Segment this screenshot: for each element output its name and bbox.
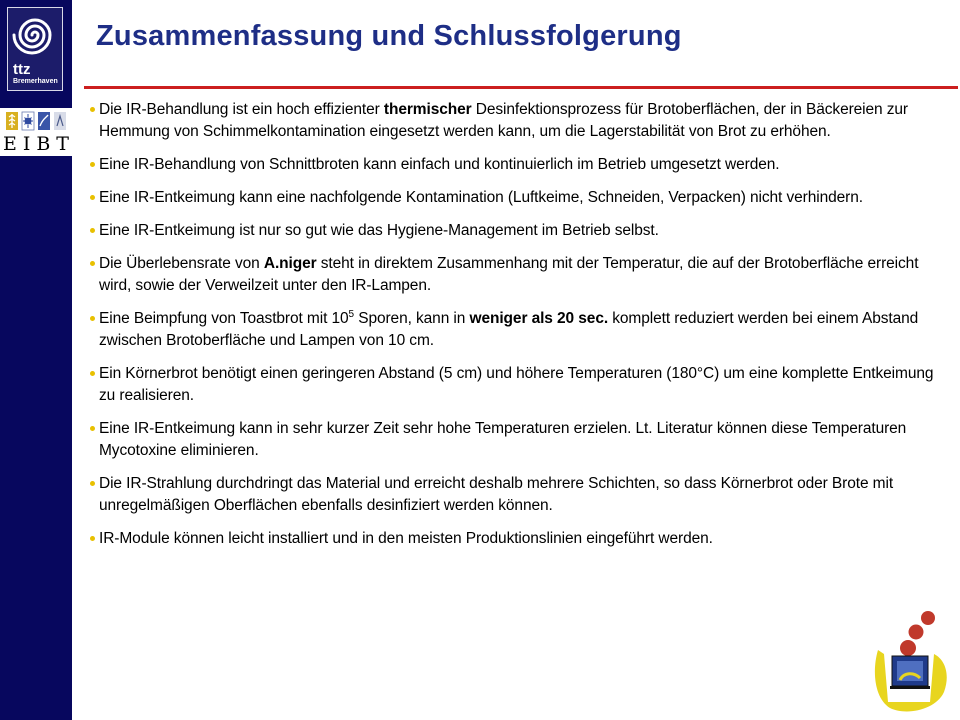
bullet-item: Eine IR-Entkeimung kann eine nachfolgende Kontamination (Luftkeime, Schneiden, Verpacken) nicht verhindern. — [88, 187, 948, 209]
slide-title: Zusammenfassung und Schlussfolgerung — [96, 20, 682, 52]
sidebar — [0, 0, 72, 720]
bullet-item: Die IR-Strahlung durchdringt das Material und erreicht deshalb mehrere Schichten, so dass Körnerbrot oder Brote mit unregelmäßigen Oberflächen ebenfalls desinfiziert werden können. — [88, 473, 948, 517]
bullet-item: Die Überlebensrate von A.niger steht in direktem Zusammenhang mit der Temperatur, die auf der Brotoberfläche erreicht wird, sowie der Verweilzeit unter den IR-Lampen. — [88, 253, 948, 297]
bullet-item: Eine IR-Entkeimung ist nur so gut wie das Hygiene-Management im Betrieb selbst. — [88, 220, 948, 242]
eibt-letter: T — [56, 133, 69, 155]
bullet-list — [88, 99, 948, 561]
decorative-logo-icon — [870, 606, 952, 714]
eibt-letters — [0, 132, 72, 156]
spiral-icon — [10, 10, 60, 60]
ttz-wordmark: ttz — [13, 61, 31, 78]
eibt-logo — [0, 108, 72, 156]
eibt-letter: I — [22, 133, 31, 155]
bullet-item: Eine IR-Entkeimung kann in sehr kurzer Zeit sehr hohe Temperaturen erzielen. Lt. Literatur können diese Temperaturen Mycotoxine eliminieren. — [88, 418, 948, 462]
bullet-item: Eine IR-Behandlung von Schnittbroten kann einfach und kontinuierlich im Betrieb umgesetzt werden. — [88, 154, 948, 176]
eibt-letter: B — [36, 133, 51, 155]
bullet-item: Ein Körnerbrot benötigt einen geringeren Abstand (5 cm) und höhere Temperaturen (180°C) um eine komplette Entkeimung zu realisieren. — [88, 363, 948, 407]
ttz-logo — [7, 7, 63, 91]
eibt-symbols-icon — [4, 110, 68, 132]
eibt-letter: E — [2, 133, 17, 155]
bullet-item: IR-Module können leicht installiert und in den meisten Produktionslinien eingeführt werden. — [88, 528, 948, 550]
bullet-item: Die IR-Behandlung ist ein hoch effizienter thermischer Desinfektionsprozess für Brotoberflächen, der in Bäckereien zur Hemmung von Schimmelkontamination eingesetzt werden kann, um die Lagerstabilität von Brot zu erhöhen. — [88, 99, 948, 143]
ttz-location: Bremerhaven — [13, 78, 58, 85]
title-divider — [84, 86, 958, 89]
bullet-item: Eine Beimpfung von Toastbrot mit $10^5$ Sporen, kann in weniger als 20 sec. komplett reduziert werden bei einem Abstand zwischen Brotoberfläche und Lampen von 10 cm. — [88, 308, 948, 352]
